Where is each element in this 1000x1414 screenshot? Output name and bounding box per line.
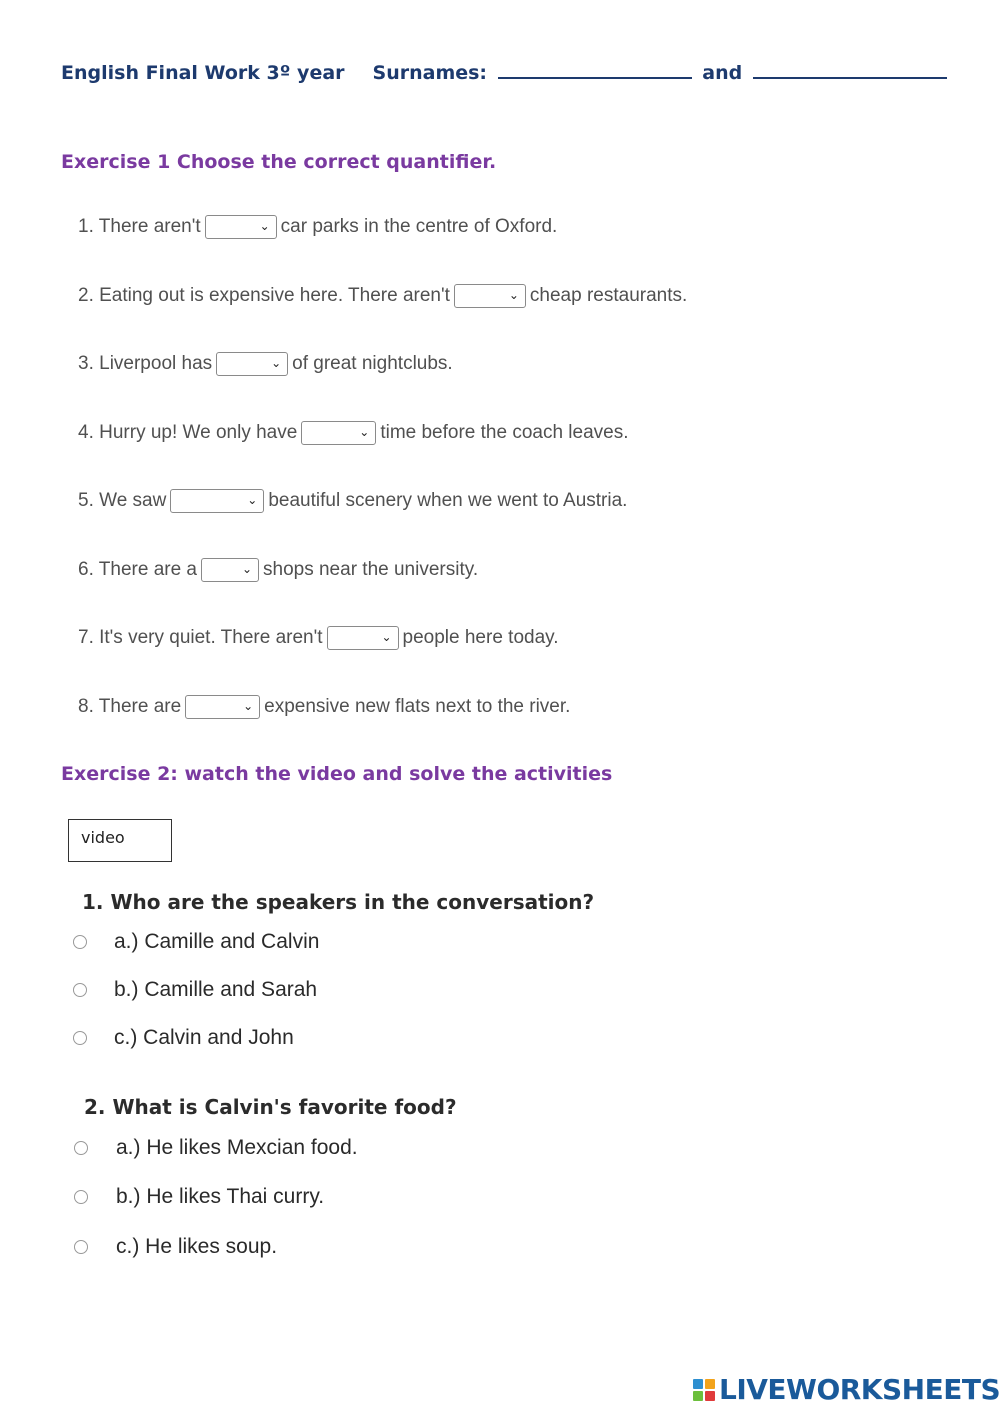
worksheet-title: English Final Work 3º year xyxy=(61,62,345,84)
question-text-before: 3. Liverpool has xyxy=(78,353,213,374)
quantifier-question-4 xyxy=(78,419,629,447)
chevron-down-icon: ⌄ xyxy=(247,493,258,507)
question-text-after: shops near the university. xyxy=(263,559,479,580)
quantifier-question-2 xyxy=(78,282,687,310)
question-text-after: of great nightclubs. xyxy=(292,353,453,374)
surname-1-blank xyxy=(498,76,692,79)
radio-q1-b[interactable] xyxy=(73,983,87,997)
quantifier-dropdown-3[interactable] xyxy=(216,352,288,376)
question-text-after: beautiful scenery when we went to Austria. xyxy=(268,490,628,511)
radio-q2-a[interactable] xyxy=(74,1141,88,1155)
quantifier-question-8 xyxy=(78,693,570,721)
quantifier-dropdown-5[interactable] xyxy=(170,489,264,513)
quantifier-dropdown-4[interactable] xyxy=(301,421,376,445)
quantifier-question-7 xyxy=(78,624,559,652)
question-text-before: 1. There aren't xyxy=(78,216,201,237)
mcq-question-1: 1. Who are the speakers in the conversation? xyxy=(82,890,595,914)
chevron-down-icon: ⌄ xyxy=(508,288,519,302)
quantifier-dropdown-6[interactable] xyxy=(201,558,259,582)
option-label: c.) He likes soup. xyxy=(116,1235,278,1258)
surnames-label: Surnames: xyxy=(372,62,488,84)
quantifier-dropdown-8[interactable] xyxy=(185,695,260,719)
radio-q2-c[interactable] xyxy=(74,1240,88,1254)
chevron-down-icon: ⌄ xyxy=(381,630,392,644)
radio-q1-a[interactable] xyxy=(73,935,87,949)
question-text-after: expensive new flats next to the river. xyxy=(264,696,571,717)
quantifier-question-3 xyxy=(78,350,453,378)
quantifier-dropdown-1[interactable] xyxy=(205,215,277,239)
chevron-down-icon: ⌄ xyxy=(271,356,282,370)
question-text-before: 6. There are a xyxy=(78,559,198,580)
exercise-2-title: Exercise 2: watch the video and solve the activities xyxy=(61,763,613,785)
mcq-question-2: 2. What is Calvin's favorite food? xyxy=(84,1095,457,1119)
quantifier-question-5 xyxy=(78,487,627,515)
question-text-before: 4. Hurry up! We only have xyxy=(78,422,298,443)
and-label: and xyxy=(702,62,743,84)
question-text-before: 7. It's very quiet. There aren't xyxy=(78,627,323,648)
quantifier-question-1 xyxy=(78,213,557,241)
question-text-after: cheap restaurants. xyxy=(529,285,688,306)
quantifier-dropdown-7[interactable] xyxy=(327,626,399,650)
option-label: c.) Calvin and John xyxy=(114,1026,294,1049)
quantifier-dropdown-2[interactable] xyxy=(454,284,526,308)
surname-2-blank xyxy=(753,76,947,79)
video-link-box[interactable]: video xyxy=(68,819,172,862)
option-label: b.) He likes Thai curry. xyxy=(116,1185,325,1208)
option-label: b.) Camille and Sarah xyxy=(114,978,318,1001)
option-label: a.) He likes Mexcian food. xyxy=(116,1136,358,1159)
question-text-after: car parks in the centre of Oxford. xyxy=(280,216,558,237)
radio-q1-c[interactable] xyxy=(73,1031,87,1045)
question-text-before: 5. We saw xyxy=(78,490,167,511)
chevron-down-icon: ⌄ xyxy=(243,699,254,713)
logo-text: LIVEWORKSHEETS xyxy=(719,1373,1000,1406)
chevron-down-icon: ⌄ xyxy=(259,219,270,233)
question-text-before: 8. There are xyxy=(78,696,182,717)
liveworksheets-logo xyxy=(693,1373,1000,1406)
question-text-before: 2. Eating out is expensive here. There aren't xyxy=(78,285,450,306)
exercise-1-title: Exercise 1 Choose the correct quantifier. xyxy=(61,151,497,173)
logo-mark-icon xyxy=(693,1379,715,1401)
question-text-after: people here today. xyxy=(402,627,559,648)
worksheet-header xyxy=(61,62,951,84)
radio-q2-b[interactable] xyxy=(74,1190,88,1204)
chevron-down-icon: ⌄ xyxy=(359,425,370,439)
quantifier-question-6 xyxy=(78,556,478,584)
question-text-after: time before the coach leaves. xyxy=(380,422,629,443)
option-label: a.) Camille and Calvin xyxy=(114,930,320,953)
chevron-down-icon: ⌄ xyxy=(241,562,253,576)
